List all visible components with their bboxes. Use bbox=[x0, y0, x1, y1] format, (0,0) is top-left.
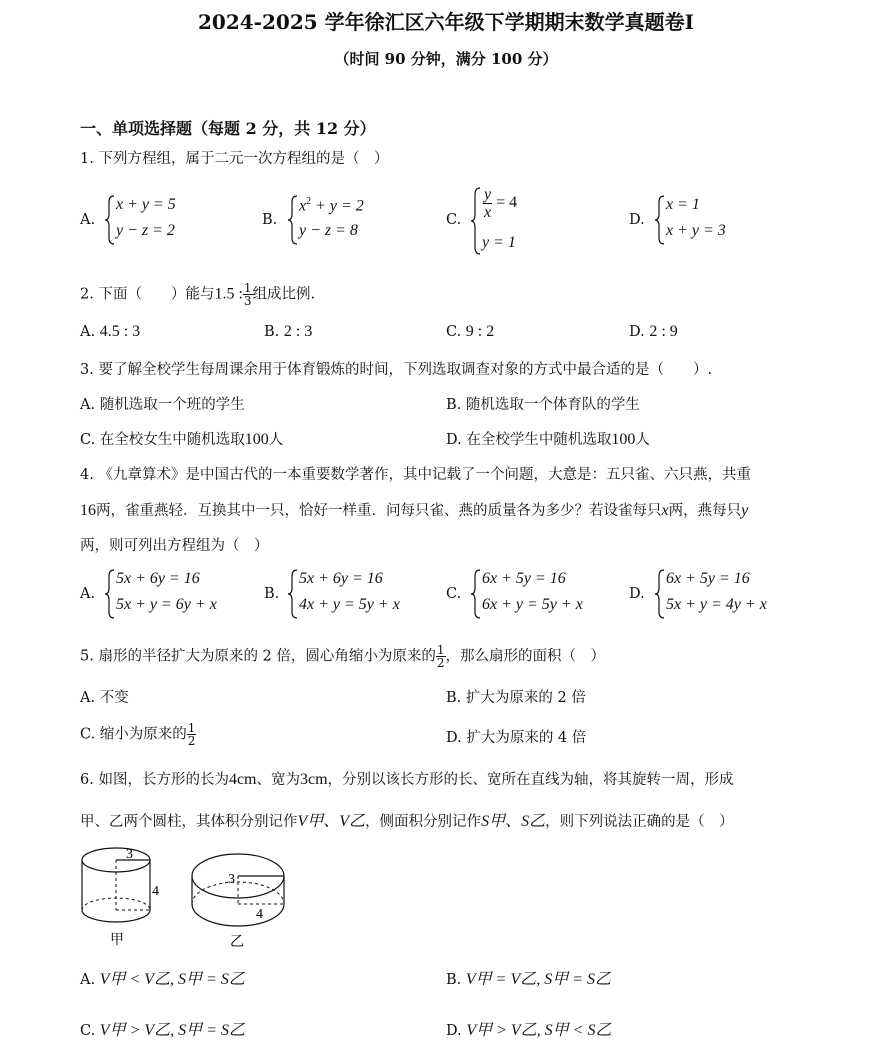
q1-a-eq1: x + y = 5 bbox=[116, 196, 176, 213]
q4-d-eq1: 6x + 5y = 16 bbox=[666, 570, 750, 587]
q1-a-eq2: y − z = 2 bbox=[116, 222, 175, 239]
q1-stem: 1. 下列方程组，属于二元一次方程组的是（ ） bbox=[80, 151, 389, 167]
q1-option-c bbox=[470, 186, 590, 256]
q4-option-b bbox=[287, 568, 437, 620]
q3-option-b: B. 随机选取一个体育队的学生 bbox=[446, 397, 640, 413]
q6-option-b: B. V甲 = V乙, S甲 = S乙 bbox=[446, 971, 612, 988]
q2-option-b: B. 2 : 3 bbox=[264, 323, 313, 340]
q3-stem: 3. 要了解全校学生每周课余用于体育锻炼的时间，下列选取调查对象的方式中最合适的是（ ）. bbox=[80, 362, 713, 378]
q1-option-b-label: B. bbox=[262, 212, 278, 228]
q4-line-3: 两，则可列出方程组为（ ） bbox=[80, 538, 269, 554]
q3-option-c: C. 在全校女生中随机选取100人 bbox=[80, 431, 284, 448]
q1-option-c-label: C. bbox=[446, 212, 462, 228]
q2-option-d: D. 2 : 9 bbox=[629, 323, 678, 340]
fig-label-4a: 4 bbox=[152, 884, 159, 899]
fig-label-4b: 4 bbox=[256, 907, 263, 922]
q1-b-eq2: y − z = 8 bbox=[299, 222, 358, 239]
q1-option-b bbox=[287, 194, 407, 246]
q6-option-d: D. V甲 > V乙, S甲 < S乙 bbox=[446, 1022, 612, 1039]
q4-d-eq2: 5x + y = 4y + x bbox=[666, 596, 767, 613]
brace-icon bbox=[287, 568, 299, 620]
fig-label-3b: 3 bbox=[228, 872, 235, 887]
q1-c-eq2: y = 1 bbox=[482, 234, 516, 251]
q3-option-a: A. 随机选取一个班的学生 bbox=[80, 397, 245, 413]
q4-line-1: 4. 《九章算术》是中国古代的一本重要数学著作，其中记载了一个问题，大意是：五只雀、六只燕，共重 bbox=[80, 467, 751, 483]
cylinder-yi bbox=[192, 854, 284, 926]
brace-icon bbox=[470, 568, 482, 620]
q4-c-eq1: 6x + 5y = 16 bbox=[482, 570, 566, 587]
q2-option-a: A. 4.5 : 3 bbox=[80, 323, 141, 340]
fig-label-3a: 3 bbox=[126, 847, 133, 862]
q4-option-d-label: D. bbox=[629, 586, 645, 602]
q1-d-eq1: x = 1 bbox=[666, 196, 700, 213]
q6-line-1: 6. 如图，长方形的长为4cm、宽为3cm，分别以该长方形的长、宽所在直线为轴，将其旋转一周，形成 bbox=[80, 771, 734, 788]
brace-icon bbox=[287, 194, 299, 246]
section-heading: 一、单项选择题（每题 2 分，共 12 分） bbox=[80, 119, 376, 138]
brace-icon bbox=[470, 186, 482, 256]
q5-stem: 5. 扇形的半径扩大为原来的 2 倍，圆心角缩小为原来的 $\frac{1}{2}$ ，那么扇形的面积（ ） bbox=[80, 643, 606, 670]
q4-b-eq1: 5x + 6y = 16 bbox=[299, 570, 383, 587]
q4-option-c-label: C. bbox=[446, 586, 462, 602]
brace-icon bbox=[654, 194, 666, 246]
q4-option-c bbox=[470, 568, 620, 620]
q4-c-eq2: 6x + y = 5y + x bbox=[482, 596, 583, 613]
q3-option-d: D. 在全校学生中随机选取100人 bbox=[446, 431, 650, 448]
q2-option-c: C. 9 : 2 bbox=[446, 323, 495, 340]
q1-option-a bbox=[104, 194, 224, 246]
page-subtitle: （时间 90 分钟，满分 100 分） bbox=[334, 50, 558, 68]
q5-option-a: A. 不变 bbox=[80, 690, 129, 706]
fig-label-yi: 乙 bbox=[230, 934, 244, 950]
q6-line-2: 甲、乙两个圆柱，其体积分别记作V甲、V乙，侧面积分别记作S甲、S乙，则下列说法正确的是（ ） bbox=[80, 813, 734, 830]
q4-option-d bbox=[654, 568, 804, 620]
q4-option-b-label: B. bbox=[264, 586, 280, 602]
q1-option-d-label: D. bbox=[629, 212, 645, 228]
q1-c-eq1: $\frac{y}{x}$ = 4 bbox=[484, 186, 518, 221]
q4-b-eq2: 4x + y = 5y + x bbox=[299, 596, 400, 613]
page-title: 2024-2025 学年徐汇区六年级下学期期末数学真题卷Ⅰ bbox=[198, 10, 694, 34]
q1-b-eq1: $x^2 + y = 2$ bbox=[299, 196, 364, 215]
brace-icon bbox=[104, 568, 116, 620]
q4-line-2: 16两，雀重燕轻．互换其中一只，恰好一样重．问每只雀、燕的质量各为多少？若设雀每只x两，燕每只y bbox=[80, 502, 749, 519]
q4-option-a-label: A. bbox=[80, 586, 96, 602]
q6-option-c: C. V甲 > V乙, S甲 = S乙 bbox=[80, 1022, 245, 1039]
q4-a-eq1: 5x + 6y = 16 bbox=[116, 570, 200, 587]
q6-option-a: A. V甲 < V乙, S甲 = S乙 bbox=[80, 971, 245, 988]
brace-icon bbox=[104, 194, 116, 246]
q4-option-a bbox=[104, 568, 254, 620]
q1-option-a-label: A. bbox=[80, 212, 96, 228]
cylinder-figure bbox=[78, 842, 298, 952]
q2-stem: 2. 下面（ ）能与1.5 : $\frac{1}{3}$ 组成比例. bbox=[80, 281, 316, 308]
cylinder-jia bbox=[82, 848, 150, 922]
q5-option-b: B. 扩大为原来的 2 倍 bbox=[446, 690, 586, 706]
q5-option-c: C. 缩小为原来的 $\frac{1}{2}$ bbox=[80, 721, 196, 748]
q1-d-eq2: x + y = 3 bbox=[666, 222, 726, 239]
q4-a-eq2: 5x + y = 6y + x bbox=[116, 596, 217, 613]
brace-icon bbox=[654, 568, 666, 620]
q5-option-d: D. 扩大为原来的 4 倍 bbox=[446, 730, 587, 746]
fig-label-jia: 甲 bbox=[110, 932, 124, 948]
q1-option-d bbox=[654, 194, 774, 246]
